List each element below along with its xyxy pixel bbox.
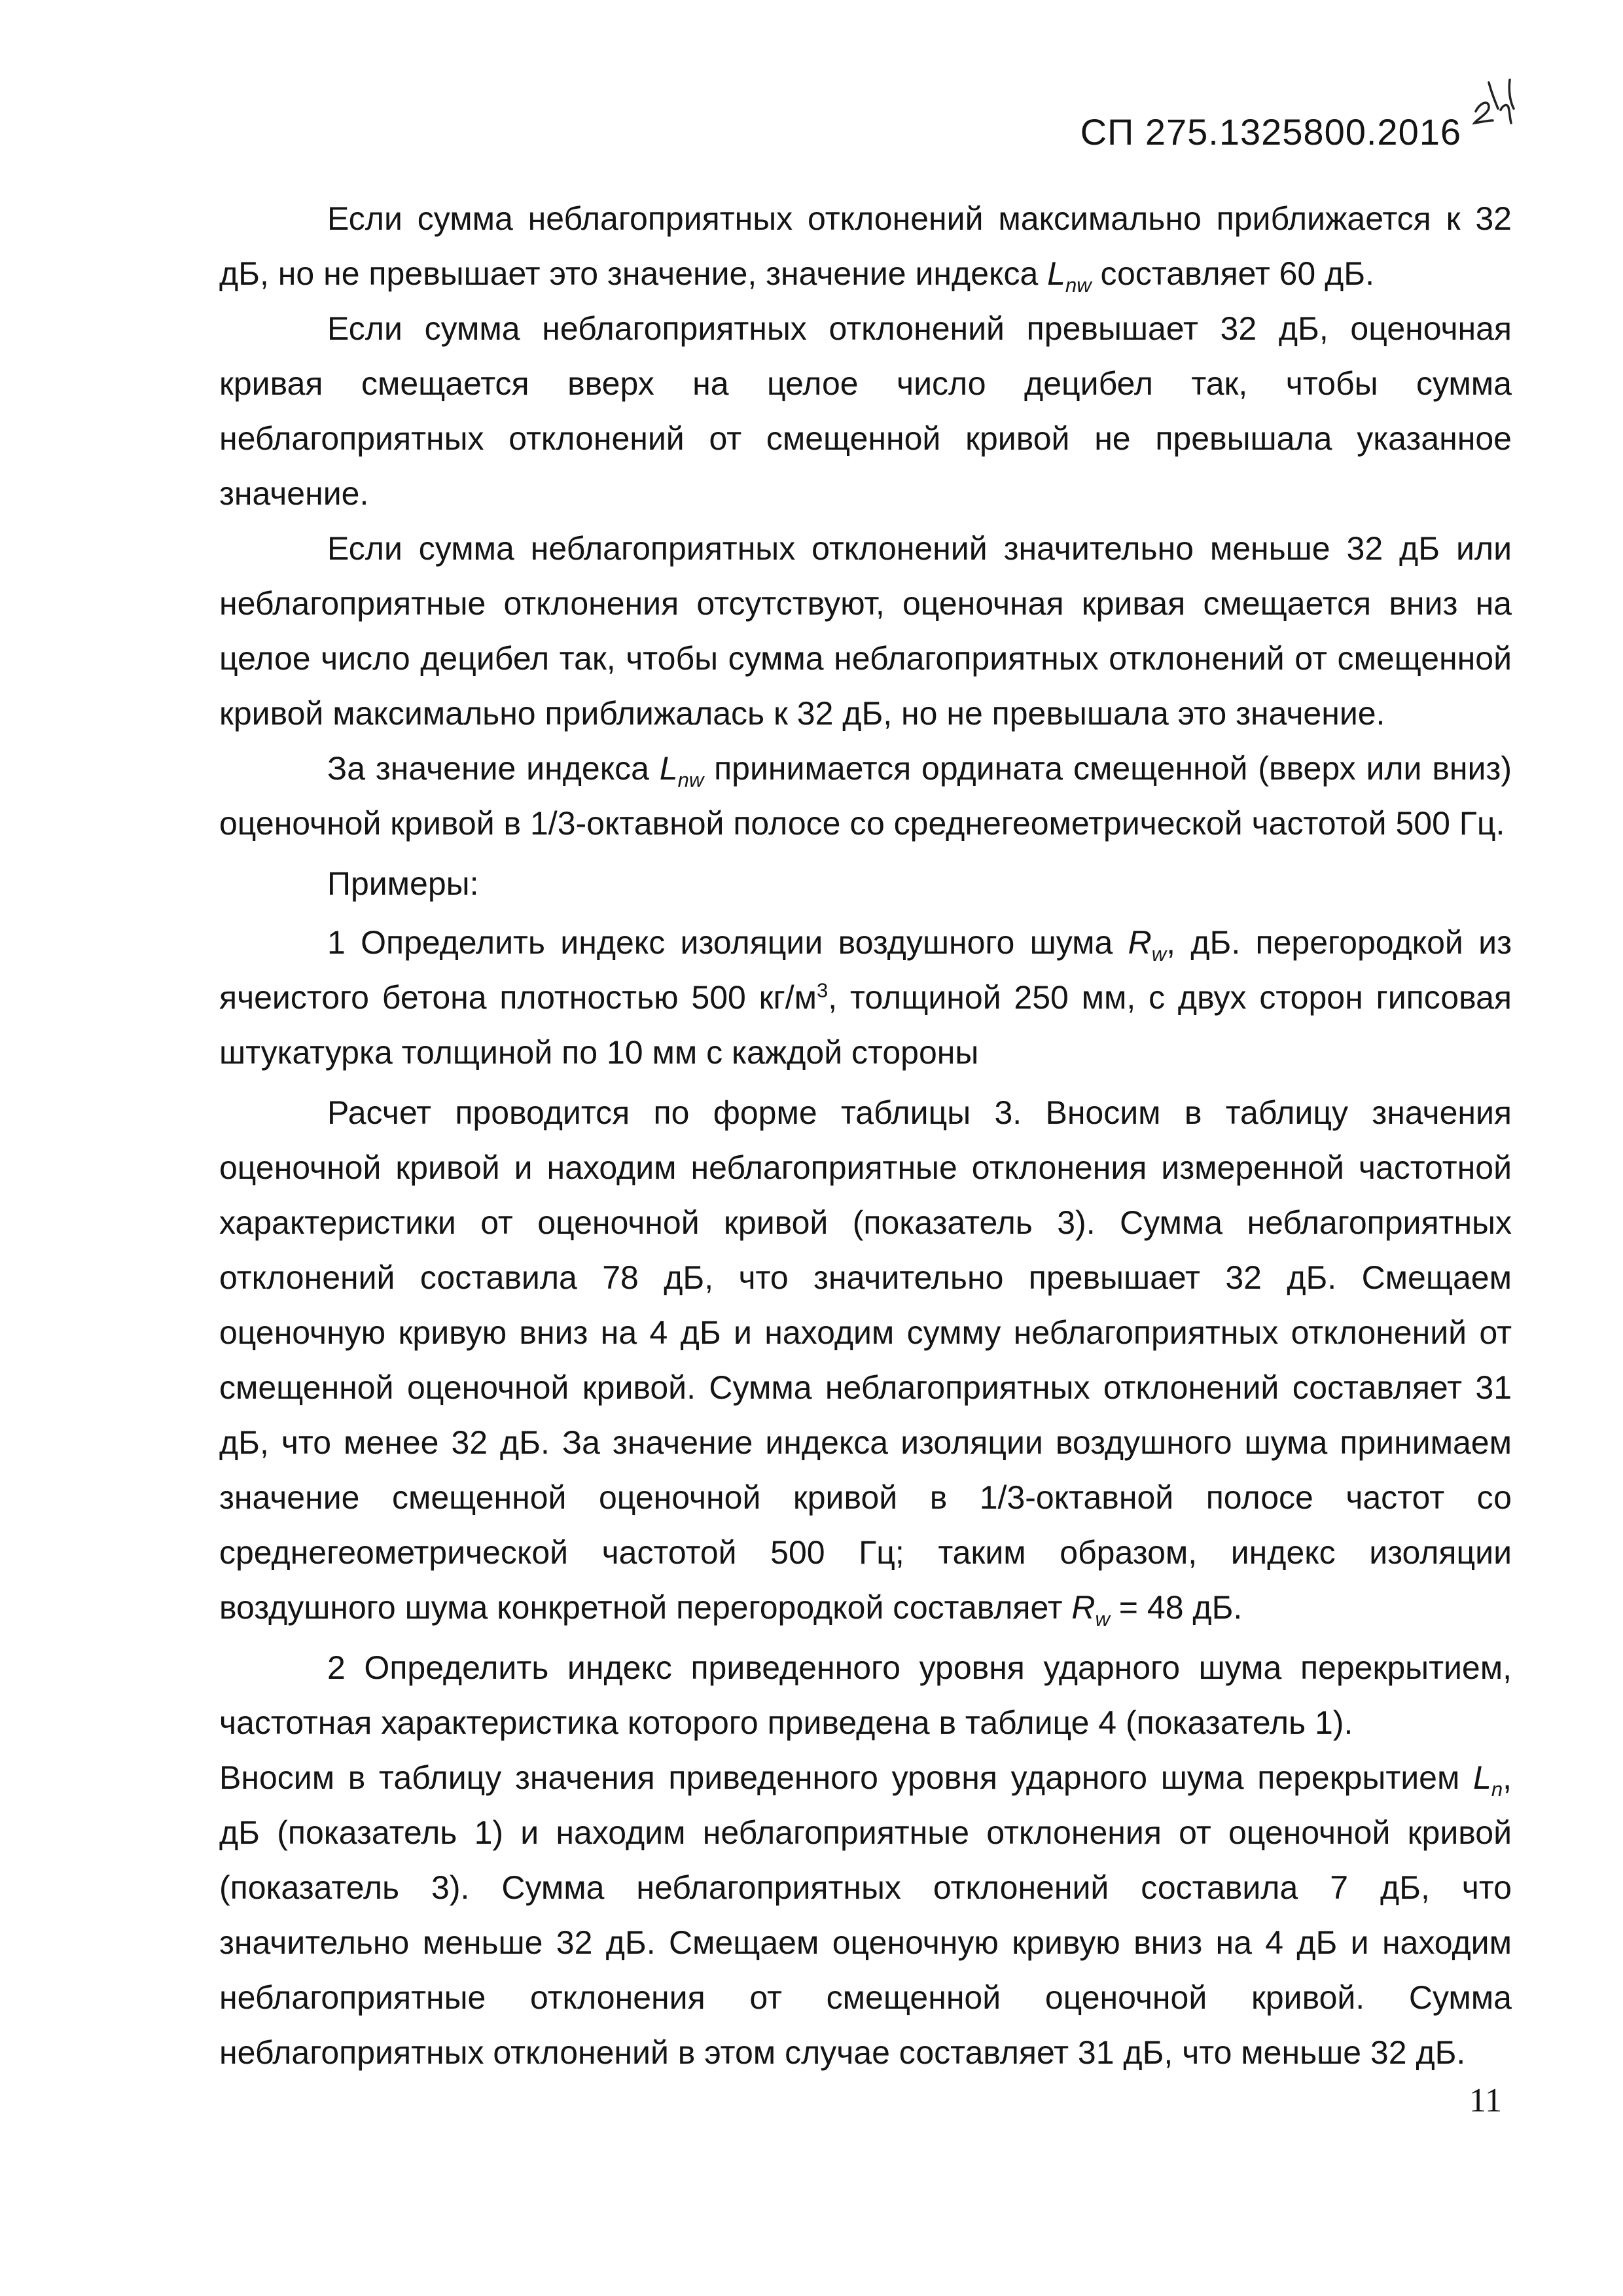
index-symbol-lnw: $L_{nw}$ [1047,255,1092,296]
paragraph-max-approach: Если сумма неблагоприятных отклонений максимально приближается к 32 дБ, но не превышает это значение, значение индекса $L_{nw}$ составляет 60 дБ. [219,200,1512,296]
handwritten-page-number-mark [1469,73,1522,128]
document-body [219,191,1512,2080]
example-1-task: 1 Определить индекс изоляции воздушного шума $R_w$, дБ. перегородкой из ячеистого бетона плотностью 500 $кг/м^3$, толщиной 250 мм, с двух сторон гипсовая штукатурка толщиной по 10 мм с каждой стороны [219,924,1512,1071]
page-header [1080,92,1522,151]
document-code: СП 275.1325800.2016 [1080,111,1461,152]
examples-heading: Примеры: [327,865,479,902]
example-2-task: 2 Определить индекс приведенного уровня ударного шума перекрытием, частотная характеристика которого приведена в таблице 4 (показатель 1). [219,1649,1512,1741]
page-number: 11 [1469,2082,1502,2119]
paragraph-shift-down: Если сумма неблагоприятных отклонений значительно меньше 32 дБ или неблагоприятные отклонения отсутствуют, оценочная кривая смещается вниз на целое число децибел так, чтобы сумма неблагоприятных отклонений от смещенной кривой максимально приближалась к 32 дБ, но не превышала это значение. [219,530,1512,732]
index-symbol-ln: $L_n$ [1473,1759,1503,1801]
paragraph-index-ordinate: За значение индекса $L_{nw}$ принимается ордината смещенной (вверх или вниз) оценочной кривой в 1/3-октавной полосе со среднегеометрической частотой 500 Гц. [219,750,1512,842]
index-symbol-rw: $R_w$ [1071,1589,1110,1630]
paragraph-shift-up: Если сумма неблагоприятных отклонений превышает 32 дБ, оценочная кривая смещается вверх на целое число децибел так, чтобы сумма неблагоприятных отклонений от смещенной кривой не превышала указанное значение. [219,310,1512,512]
example-2-calculation: Вносим в таблицу значения приведенного уровня ударного шума перекрытием $L_n$, дБ (показатель 1) и находим неблагоприятные отклонения от оценочной кривой (показатель 3). Сумма неблагоприятных отклонений составила 7 дБ, что значительно меньше 32 дБ. Смещаем оценочную кривую вниз на 4 дБ и находим неблагоприятные отклонения от смещенной оценочной кривой. Сумма неблагоприятных отклонений в этом случае составляет 31 дБ, что меньше 32 дБ. [219,1759,1512,2071]
index-symbol-lnw: $L_{nw}$ [659,750,704,791]
index-symbol-rw: $R_w$ [1128,924,1167,965]
example-1-calculation: Расчет проводится по форме таблицы 3. Вносим в таблицу значения оценочной кривой и находим неблагоприятные отклонения измеренной частотной характеристики от оценочной кривой (показатель 3). Сумма неблагоприятных отклонений составила 78 дБ, что значительно превышает 32 дБ. Смещаем оценочную кривую вниз на 4 дБ и находим сумму неблагоприятных отклонений от смещенной оценочной кривой. Сумма неблагоприятных отклонений составляет 31 дБ, что менее 32 дБ. За значение индекса изоляции воздушного шума принимаем значение смещенной оценочной кривой в 1/3-октавной полосе частот со среднегеометрической частотой 500 Гц; таким образом, индекс изоляции воздушного шума конкретной перегородкой составляет $R_w = 48$ дБ. [219,1094,1512,1630]
